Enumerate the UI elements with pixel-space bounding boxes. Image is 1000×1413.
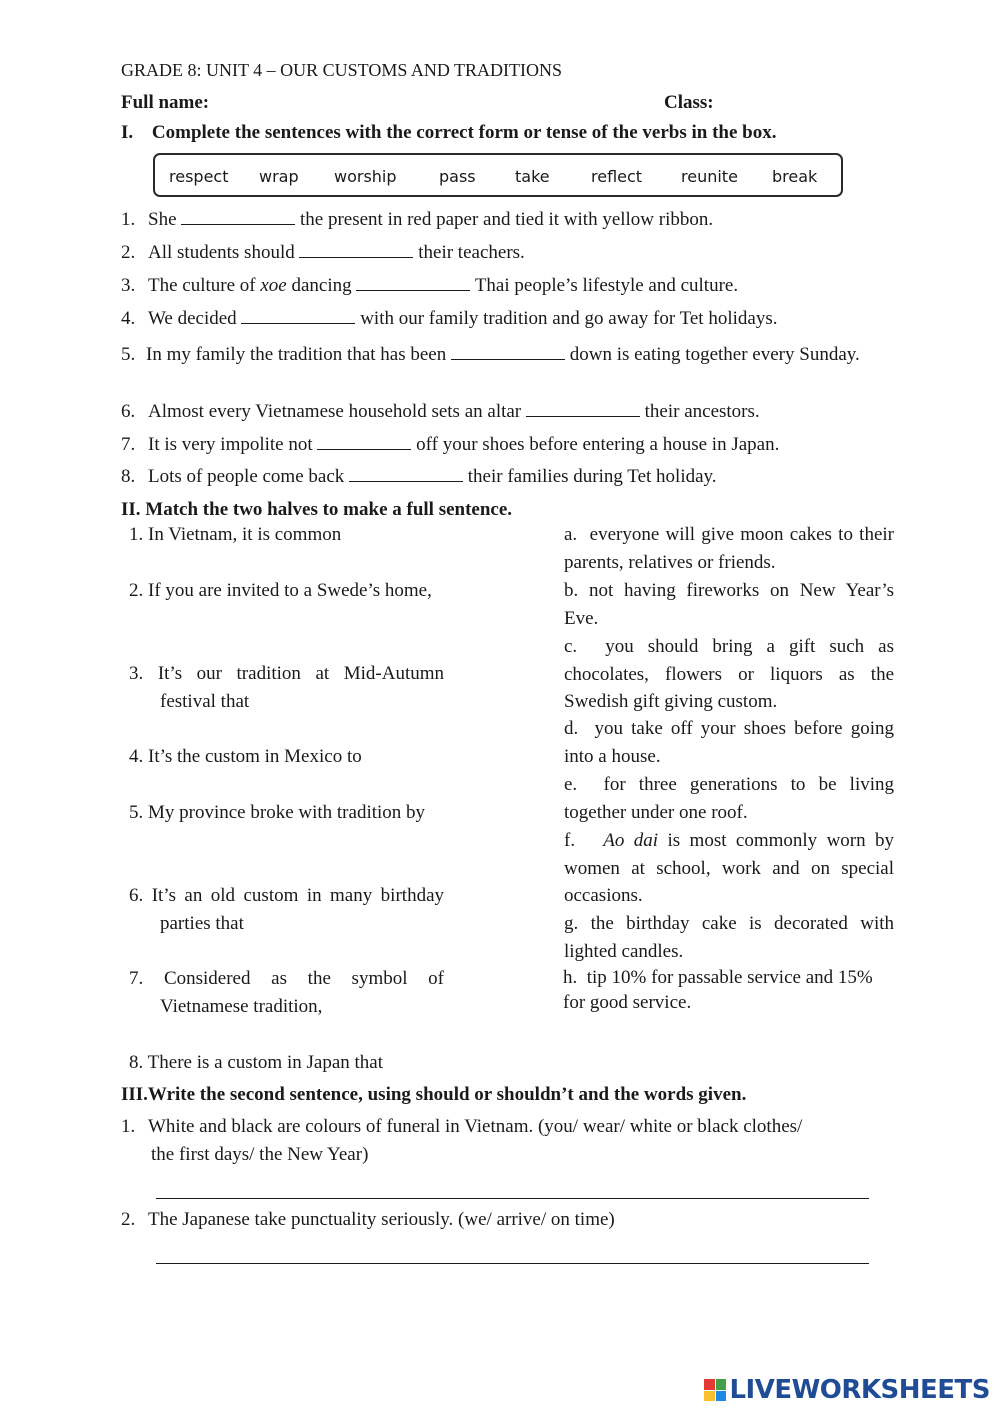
item-text-italic: xoe [260, 275, 287, 296]
item-text-after: with our family tradition and go away for Tet holidays. [360, 308, 778, 329]
exercise-1-item-2 [121, 242, 525, 264]
match-right-text: everyone will give moon cakes to their parents, relatives or friends. [564, 524, 895, 573]
word-reunite: reunite [681, 167, 738, 186]
word-respect: respect [169, 167, 229, 186]
item-text-after: their ancestors. [644, 401, 760, 422]
match-left-number: 4. [129, 746, 144, 767]
item-text-before: In my family the tradition that has been [146, 344, 447, 365]
liveworksheets-wordmark: LIVEWORKSHEETS [729, 1375, 990, 1405]
exercise-1-item-5 [121, 341, 878, 369]
item-text-continued: Sunday. [799, 344, 860, 365]
match-right-letter: a. [564, 524, 578, 545]
liveworksheets-logo [704, 1375, 990, 1405]
item-number: 8. [121, 466, 136, 487]
item-number: 5. [121, 344, 136, 365]
answer-line-2[interactable] [156, 1262, 869, 1264]
item-number: 3. [121, 275, 136, 296]
item-text-before: The culture of [148, 275, 256, 296]
match-left-text: It’s an old custom in many birthday parties that [151, 885, 444, 934]
item-text-after: off your shoes before entering a house in Japan. [416, 434, 780, 455]
exercise-1-item-6 [121, 401, 760, 423]
match-left-text: Considered as the symbol of Vietnamese tradition, [160, 968, 445, 1017]
logo-square-green [716, 1379, 727, 1390]
answer-blank[interactable] [356, 289, 470, 291]
section-2-heading: II. Match the two halves to make a full sentence. [121, 499, 513, 520]
item-text-before: All students should [148, 242, 295, 263]
item-text-before: It is very impolite not [148, 434, 313, 455]
worksheet-title: GRADE 8: UNIT 4 – OUR CUSTOMS AND TRADITIONS [121, 60, 563, 80]
match-left-number: 6. [129, 885, 144, 906]
word-take: take [515, 167, 550, 186]
exercise-3-item-1-cont: the first days/ the New Year) [151, 1144, 369, 1165]
match-left-6 [129, 882, 444, 937]
class-label: Class: [664, 92, 714, 113]
match-right-letter: h. [563, 967, 578, 988]
match-right-letter: e. [564, 774, 578, 795]
item-text-before: Lots of people come back [148, 466, 345, 487]
match-right-letter: f. [564, 830, 576, 851]
match-right-text: for three generations to be living together under one roof. [564, 774, 895, 823]
section-3-heading: III.Write the second sentence, using should or shouldn’t and the words given. [121, 1084, 747, 1105]
item-number: 6. [121, 401, 136, 422]
match-left-2 [129, 577, 444, 605]
match-right-letter: d. [564, 718, 579, 739]
match-right-text: you should bring a gift such as chocolates, flowers or liquors as the Swedish gift giving custom. [564, 636, 894, 712]
exercise-1-item-8 [121, 466, 717, 488]
section-1-heading [121, 122, 776, 144]
word-wrap: wrap [259, 167, 299, 186]
match-right-f [564, 827, 894, 910]
exercise-3-item-2 [121, 1209, 615, 1231]
answer-blank[interactable] [349, 480, 463, 482]
item-number: 1. [121, 1116, 136, 1137]
match-left-7 [129, 965, 445, 1020]
answer-blank[interactable] [241, 322, 355, 324]
match-left-number: 2. [129, 580, 144, 601]
word-pass: pass [439, 167, 476, 186]
word-box [153, 153, 843, 197]
match-right-g [564, 910, 894, 965]
match-left-text: There is a custom in Japan that [147, 1052, 383, 1073]
answer-blank[interactable] [451, 358, 565, 360]
logo-square-blue [716, 1391, 727, 1402]
match-left-8 [129, 1049, 460, 1077]
match-right-text: the birthday cake is decorated with lighted candles. [564, 913, 894, 962]
match-right-letter: g. [564, 913, 579, 934]
item-text-after: the present in red paper and tied it with yellow ribbon. [300, 209, 714, 230]
match-right-a [564, 521, 894, 576]
match-right-d [564, 715, 894, 770]
item-number: 4. [121, 308, 136, 329]
match-left-4 [129, 743, 444, 771]
match-left-text: If you are invited to a Swede’s home, [148, 580, 432, 601]
match-left-number: 8. [129, 1052, 144, 1073]
item-text-after: Thai people’s lifestyle and culture. [474, 275, 739, 296]
match-right-italic: Ao dai [603, 830, 659, 851]
section-1-number: I. [121, 122, 134, 143]
word-reflect: reflect [591, 167, 643, 186]
item-number: 2. [121, 242, 136, 263]
match-left-text: It’s our tradition at Mid-Autumn festival that [157, 663, 444, 712]
item-number: 2. [121, 1209, 136, 1230]
item-text-after: their teachers. [418, 242, 525, 263]
item-text-before: Almost every Vietnamese household sets an altar [148, 401, 522, 422]
item-number: 1. [121, 209, 136, 230]
match-right-text: is most commonly worn by women at school, work and on special occasions. [564, 830, 895, 906]
item-prompt: The Japanese take punctuality seriously. (we/ arrive/ on time) [148, 1209, 615, 1230]
match-left-text: In Vietnam, it is common [148, 524, 342, 545]
logo-square-red [704, 1379, 715, 1390]
match-right-c [564, 633, 894, 716]
logo-square-yellow [704, 1391, 715, 1402]
match-right-text: not having fireworks on New Year’s Eve. [564, 580, 894, 629]
item-text-before: We decided [148, 308, 237, 329]
match-right-text: tip 10% for passable service and 15% for good service. [563, 967, 873, 1013]
word-break: break [772, 167, 818, 186]
exercise-1-item-4 [121, 308, 777, 330]
item-text-before-2: dancing [291, 275, 352, 296]
match-left-number: 3. [129, 663, 144, 684]
answer-blank[interactable] [526, 415, 640, 417]
answer-blank[interactable] [181, 223, 295, 225]
answer-blank[interactable] [299, 256, 413, 258]
exercise-1-item-3 [121, 275, 738, 297]
item-text-before: She [148, 209, 177, 230]
match-left-text: My province broke with tradition by [148, 802, 426, 823]
full-name-label: Full name: [121, 92, 210, 113]
exercise-1-item-1 [121, 209, 713, 231]
match-right-text: you take off your shoes before going into a house. [564, 718, 894, 767]
word-worship: worship [334, 167, 397, 186]
match-left-1 [129, 521, 444, 549]
liveworksheets-mark-icon [704, 1379, 726, 1401]
match-left-5 [129, 799, 444, 827]
match-left-number: 1. [129, 524, 144, 545]
match-right-letter: c. [564, 636, 578, 657]
exercise-3-item-1 [121, 1116, 802, 1138]
answer-blank[interactable] [317, 448, 411, 450]
item-text-after: their families during Tet holiday. [467, 466, 717, 487]
match-left-text: It’s the custom in Mexico to [148, 746, 362, 767]
exercise-1-item-7 [121, 434, 779, 456]
item-number: 7. [121, 434, 136, 455]
item-prompt: White and black are colours of funeral in Vietnam. (you/ wear/ white or black clothes/ [148, 1116, 803, 1137]
section-1-instructions: Complete the sentences with the correct form or tense of the verbs in the box. [151, 122, 777, 143]
match-left-number: 7. [129, 968, 144, 989]
match-left-3 [129, 660, 444, 715]
match-right-letter: b. [564, 580, 579, 601]
match-left-number: 5. [129, 802, 144, 823]
match-right-b [564, 577, 894, 632]
item-text-after: down is eating together every [569, 344, 795, 365]
match-right-h [563, 965, 873, 1015]
match-right-e [564, 771, 894, 826]
answer-line-1[interactable] [156, 1197, 869, 1199]
